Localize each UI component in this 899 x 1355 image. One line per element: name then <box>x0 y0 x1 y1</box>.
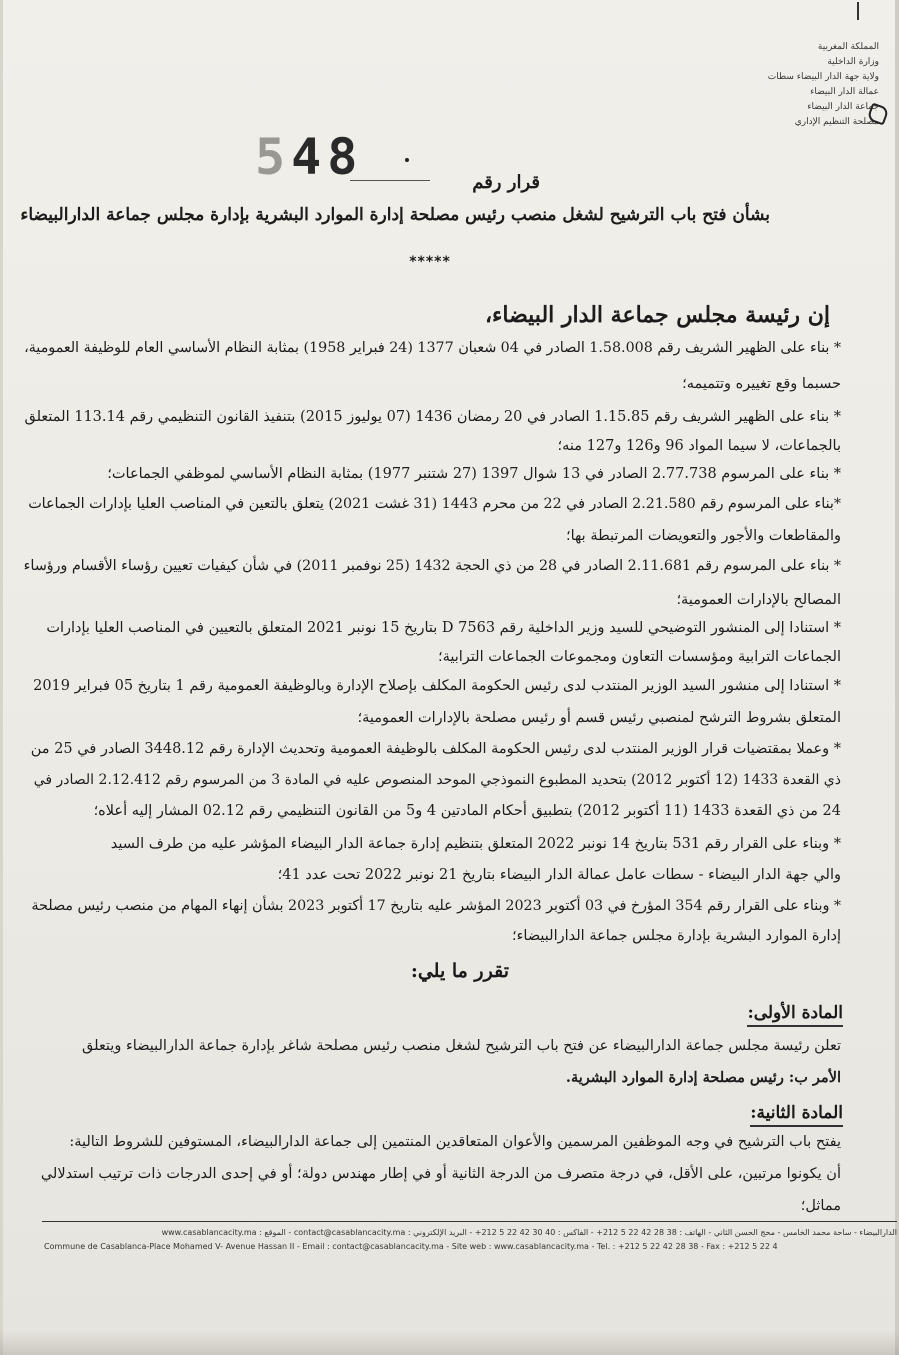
recital-line: والمقاطعات والأجور والتعويضات المرتبطة بها؛ <box>565 528 841 544</box>
decision-subject: بشأن فتح باب الترشيح لشغل منصب رئيس مصلحة إدارة الموارد البشرية بإدارة مجلس جماعة الدارالبيضاء <box>20 205 770 225</box>
ink-dot <box>405 158 409 162</box>
recital-line: * وبناء على القرار رقم 354 المؤرخ في 03 أكتوبر 2023 المؤشر عليه بتاريخ 17 أكتوبر 2023 بشأن إنهاء المهام من منصب رئيس مصلحة <box>31 898 841 914</box>
recital-line: المتعلق بشروط الترشح لمنصبي رئيس قسم أو رئيس مصلحة بالإدارات العمومية؛ <box>357 710 841 726</box>
footer-contact-french: Commune de Casablanca-Place Mohamed V- Avenue Hassan II - Email : contact@casablancacity.ma - Site web : www.casablancacity.ma - Tel. : +212 5 22 42 28 38 - Fax : +212 5 22 4 <box>44 1242 778 1251</box>
article-2-line: يفتح باب الترشيح في وجه الموظفين المرسمين والأعوان المتعاقدين المنتمين إلى جماعة الدارالبيضاء، المستوفين للشروط التالية: <box>69 1134 841 1150</box>
recital-line: *بناء على المرسوم رقم 2.21.580 الصادر في 22 من محرم 1443 (31 غشت 2021) يتعلق بالتعين في المناصب العليا بإدارات الجماعات <box>28 496 841 512</box>
article-1-line: تعلن رئيسة مجلس جماعة الدارالبيضاء عن فتح باب الترشيح لشغل منصب رئيس مصلحة شاغر بإدارة جماعة الدارالبيضاء ويتعلق <box>82 1038 841 1054</box>
article-1-line: الأمر ب: رئيس مصلحة إدارة الموارد البشرية. <box>565 1069 841 1086</box>
recital-line: * وبناء على القرار رقم 531 بتاريخ 14 نونبر 2022 المتعلق بتنظيم إدارة جماعة الدار البيضاء المؤشر عليه من طرف السيد <box>110 836 841 852</box>
scan-shadow <box>0 1330 899 1355</box>
issuing-authority-header <box>739 40 879 130</box>
decision-number-underline <box>350 180 430 181</box>
header-line: ولاية جهة الدار البيضاء سطات <box>767 72 879 82</box>
recital-line: * استنادا إلى منشور السيد الوزير المنتدب لدى رئيس الحكومة المكلف بإصلاح الإدارة وبالوظيفة العمومية رقم 1 بتاريخ 05 فبراير 2019 <box>33 678 841 694</box>
article-2-title: المادة الثانية: <box>750 1103 843 1127</box>
separator-stars: ***** <box>409 254 451 270</box>
recital-line: ذي القعدة 1433 (12 أكتوبر 2012) بتحديد المطبوع النموذجي الموحد المنصوص عليه في المادة 3 من المرسوم رقم 2.12.412 الصادر في <box>33 772 841 788</box>
page-edge-right <box>895 0 899 1355</box>
article-2-line: أن يكونوا مرتبين، على الأقل، في درجة متصرف من الدرجة الثانية أو في إطار مهندس دولة؛ أو في إحدى الدرجات ذات ترتيب استدلالي <box>40 1166 841 1182</box>
footer-divider <box>42 1221 897 1222</box>
recital-line: إدارة الموارد البشرية بإدارة مجلس جماعة الدارالبيضاء؛ <box>512 928 841 944</box>
recital-line: * بناء على المرسوم 2.77.738 الصادر في 13 شوال 1397 (27 شتنبر 1977) بمثابة النظام الأساسي لموظفي الجماعات؛ <box>107 466 841 482</box>
recital-line: * وعملا بمقتضيات قرار الوزير المنتدب لدى رئيس الحكومة المكلف بالوظيفة العمومية وتحديث الإدارة رقم 3448.12 الصادر في 25 من <box>30 741 841 757</box>
article-2-line: مماثل؛ <box>800 1198 841 1214</box>
recital-line: 24 من ذي القعدة 1433 (11 أكتوبر 2012) بتطبيق أحكام المادتين 4 و5 من القانون التنظيمي رقم 02.12 المشار إليه أعلاه؛ <box>93 803 841 819</box>
corner-mark <box>857 2 869 20</box>
article-1-title: المادة الأولى: <box>747 1003 843 1027</box>
recital-line: حسبما وقع تغييره وتتميمه؛ <box>682 376 841 392</box>
recital-line: * بناء على الظهير الشريف رقم 1.58.008 الصادر في 04 شعبان 1377 (24 فبراير 1958) بمثابة النظام الأساسي العام للوظيفة العمومية، <box>24 340 841 356</box>
footer-contact-arabic: الدارالبيضاء - ساحة محمد الخامس - محج الحسن الثاني - الهاتف : 38 28 42 22 5 212+ - الفاكس : 40 30 42 22 5 212+ - البريد الإلكتروني : contact@casablancacity.ma - الموقع : www.casablancacity.ma <box>161 1228 897 1237</box>
page-edge-left <box>0 0 3 1355</box>
header-line: عمالة الدار البيضاء <box>810 87 879 97</box>
decides-heading: تقرر ما يلي: <box>410 960 509 982</box>
recital-line: * استنادا إلى المنشور التوضيحي للسيد وزير الداخلية رقم D 7563 بتاريخ 15 نونبر 2021 المتعلق بالتعيين في المناصب العليا بإدارات <box>46 620 841 636</box>
decision-number-digits: 48 <box>291 128 364 186</box>
recital-line: المصالح بالإدارات العمومية؛ <box>676 592 841 608</box>
header-line: مصلحة التنظيم الإداري <box>794 117 879 127</box>
recital-line: والي جهة الدار البيضاء - سطات عامل عمالة الدار البيضاء بتاريخ 21 نونبر 2022 تحت عدد 41؛ <box>277 867 841 883</box>
president-heading: إن رئيسة مجلس جماعة الدار البيضاء، <box>484 302 830 328</box>
header-line: جماعة الدار البيضاء <box>807 102 879 112</box>
header-line: وزارة الداخلية <box>827 57 879 67</box>
decision-number-faded-digit: 5 <box>255 128 292 186</box>
decision-number <box>255 128 425 188</box>
recital-line: * بناء على الظهير الشريف رقم 1.15.85 الصادر في 20 رمضان 1436 (07 يوليوز 2015) بتنفيذ القانون التنظيمي رقم 113.14 المتعلق <box>24 409 841 425</box>
recital-line: * بناء على المرسوم رقم 2.11.681 الصادر في 28 من ذي الحجة 1432 (25 نوفمبر 2011) في شأن كيفيات تعيين رؤساء الأقسام ورؤساء <box>23 558 841 574</box>
header-line: المملكة المغربية <box>817 42 879 52</box>
recital-line: بالجماعات، لا سيما المواد 96 و126 و127 منه؛ <box>557 438 841 454</box>
decision-label: قرار رقم <box>472 172 540 193</box>
recital-line: الجماعات الترابية ومؤسسات التعاون ومجموعات الجماعات الترابية؛ <box>437 649 841 665</box>
